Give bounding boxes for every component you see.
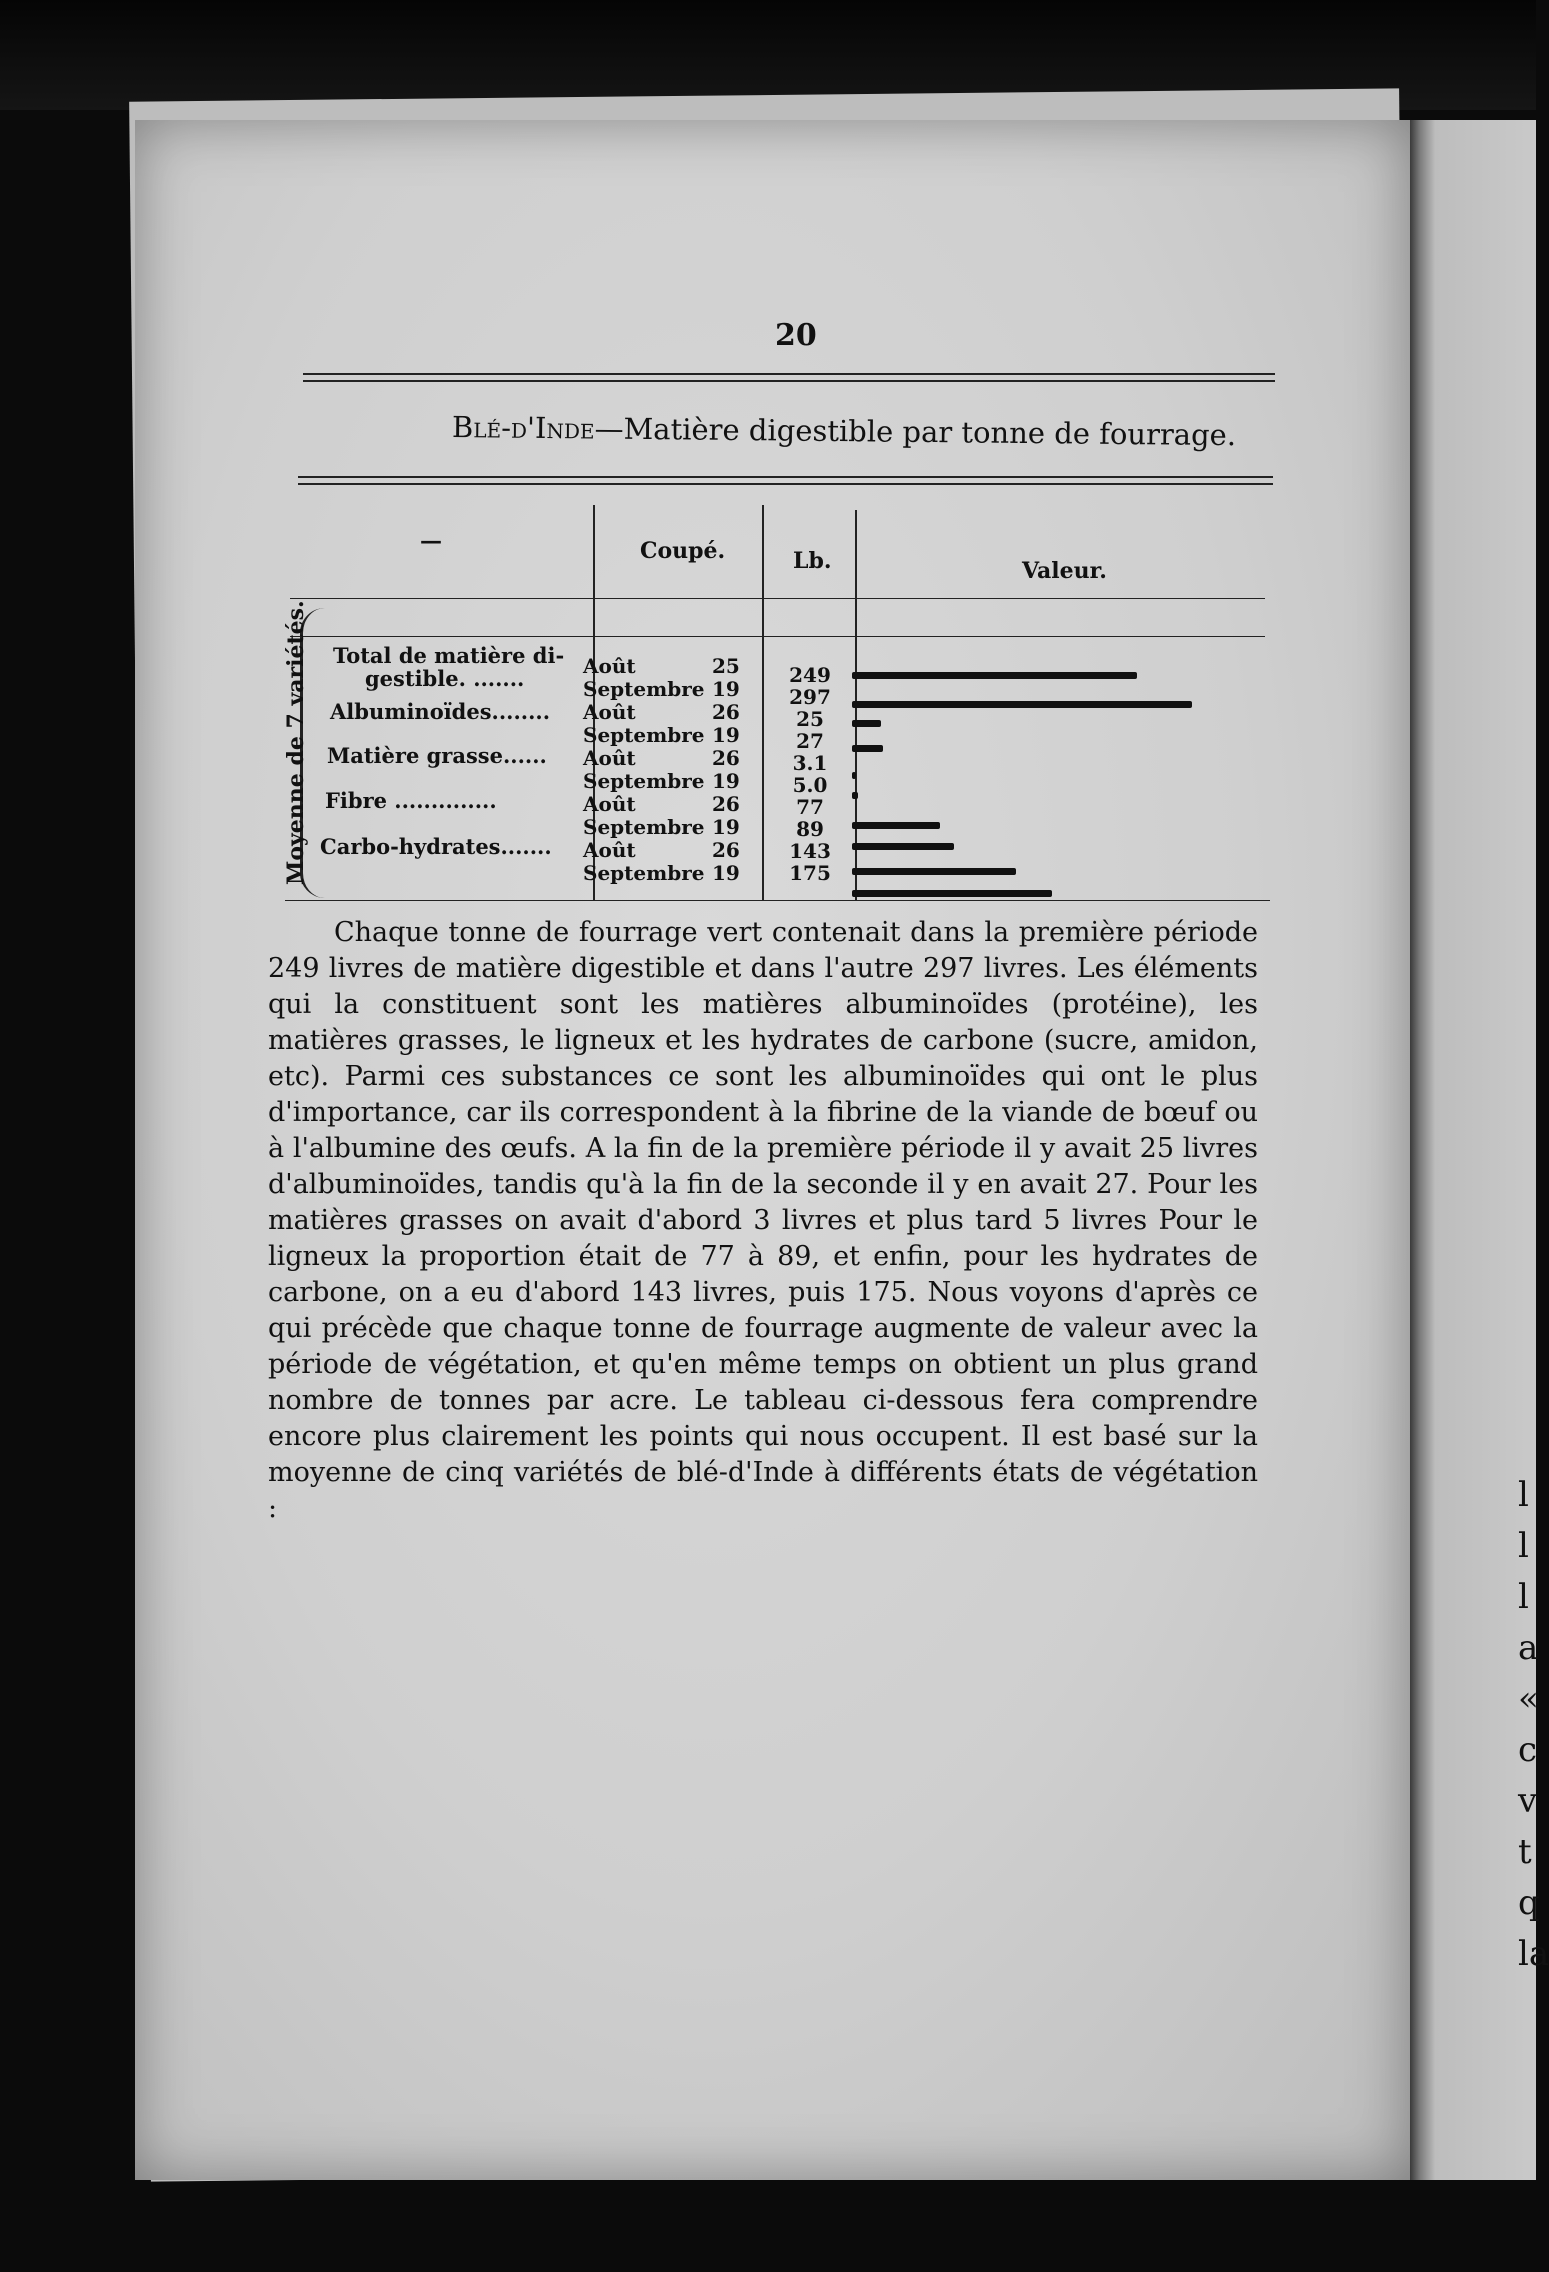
top-rule: [303, 373, 1275, 375]
table-bottom-rule: [285, 900, 1270, 901]
value-bar-9: [852, 890, 1052, 897]
header-dash: —: [420, 528, 442, 554]
value-bar-7: [852, 843, 954, 850]
adjacent-page-edge: [1410, 120, 1549, 2180]
cut-day-4: 26: [712, 746, 740, 770]
header-bottom-rule: [290, 598, 1265, 599]
table-title-name: Blé-d'Inde: [451, 410, 595, 446]
cut-day-8: 26: [712, 838, 740, 862]
cut-day-3: 19: [712, 723, 740, 747]
cut-month-0: Août: [583, 654, 636, 678]
row-label-total: Total de matière di-: [333, 643, 565, 668]
lb-value-8: 143: [789, 839, 831, 863]
adjacent-page-letters: l l l a « c v t q la: [1518, 1475, 1549, 1974]
cut-month-2: Août: [583, 700, 636, 724]
table-title-rest: —Matière digestible par tonne de fourrage.: [594, 411, 1237, 453]
top-rule-2: [303, 380, 1275, 382]
cut-month-3: Septembre: [583, 723, 705, 747]
header-value: Valeur.: [1022, 558, 1107, 584]
cut-month-5: Septembre: [583, 769, 705, 793]
body-text: [268, 915, 1258, 1527]
cut-month-6: Août: [583, 792, 636, 816]
lb-value-0: 249: [789, 663, 831, 687]
cut-day-5: 19: [712, 769, 740, 793]
row-label-matiere-grasse: Matière grasse......: [327, 743, 547, 768]
row-label-total-2: gestible. .......: [365, 666, 525, 691]
cut-month-7: Septembre: [583, 815, 705, 839]
cut-month-4: Août: [583, 746, 636, 770]
value-bar-5: [852, 792, 858, 799]
cut-day-2: 26: [712, 700, 740, 724]
cut-day-9: 19: [712, 861, 740, 885]
row-label-albuminoides: Albuminoïdes........: [330, 699, 551, 724]
header-lb: Lb.: [793, 548, 832, 574]
header-top-rule: [298, 476, 1273, 478]
lb-value-5: 5.0: [792, 773, 828, 797]
row-label-carbo-hydrates: Carbo-hydrates.......: [320, 834, 552, 859]
body-paragraph: Chaque tonne de fourrage vert contenait dans la première période 249 livres de matière digestible et dans l'autre 297 livres. Les éléments qui la constituent sont les matières albuminoïdes (protéine), les matières grasses, le ligneux et les hydrates de carbone (sucre, amidon, etc). Parmi ces substances ce sont les albuminoïdes qui ont le plus d'importance, car ils correspondent à la fibrine de la viande de bœuf ou à l'albumine des œufs. A la fin de la première période il y avait 25 livres d'albuminoïdes, tandis qu'à la fin de la seconde il y en avait 27. Pour les matières grasses on avait d'abord 3 livres et plus tard 5 livres Pour le ligneux la proportion était de 77 à 89, et enfin, pour les hydrates de carbone, on a eu d'abord 143 livres, puis 175. Nous voyons d'après ce qui précède que chaque tonne de fourrage augmente de valeur avec la période de végétation, et qu'en même temps on obtient un plus grand nombre de tonnes par acre. Le tableau ci-dessous fera comprendre encore plus clairement les points qui nous occupent. Il est basé sur la moyenne de cinq variétés de blé-d'Inde à différents états de végétation :: [268, 917, 1258, 1524]
side-label: Moyenne de 7 variétés.: [283, 600, 309, 885]
value-bar-6: [852, 822, 940, 829]
lb-value-6: 77: [796, 795, 824, 819]
header-bottom-rule-2: [290, 636, 1265, 637]
value-bar-0: [852, 672, 1137, 679]
lb-value-4: 3.1: [792, 751, 828, 775]
header-top-rule-2: [298, 483, 1273, 485]
value-bar-4: [852, 772, 856, 779]
cut-day-0: 25: [712, 654, 740, 678]
lb-value-7: 89: [796, 817, 824, 841]
header-cut: Coupé.: [640, 538, 726, 564]
cut-day-6: 26: [712, 792, 740, 816]
cut-month-8: Août: [583, 838, 636, 862]
cut-month-1: Septembre: [583, 677, 705, 701]
lb-value-1: 297: [789, 685, 831, 709]
cut-month-9: Septembre: [583, 861, 705, 885]
value-bar-8: [852, 868, 1016, 875]
lb-value-3: 27: [796, 729, 824, 753]
column-rule-2: [762, 505, 764, 900]
row-label-fibre: Fibre ..............: [325, 788, 497, 813]
value-bar-2: [852, 720, 881, 727]
cut-day-7: 19: [712, 815, 740, 839]
lb-value-2: 25: [796, 707, 824, 731]
value-bar-3: [852, 745, 883, 752]
page-number: 20: [775, 318, 817, 353]
value-bar-1: [852, 701, 1192, 708]
cut-day-1: 19: [712, 677, 740, 701]
lb-value-9: 175: [789, 861, 831, 885]
